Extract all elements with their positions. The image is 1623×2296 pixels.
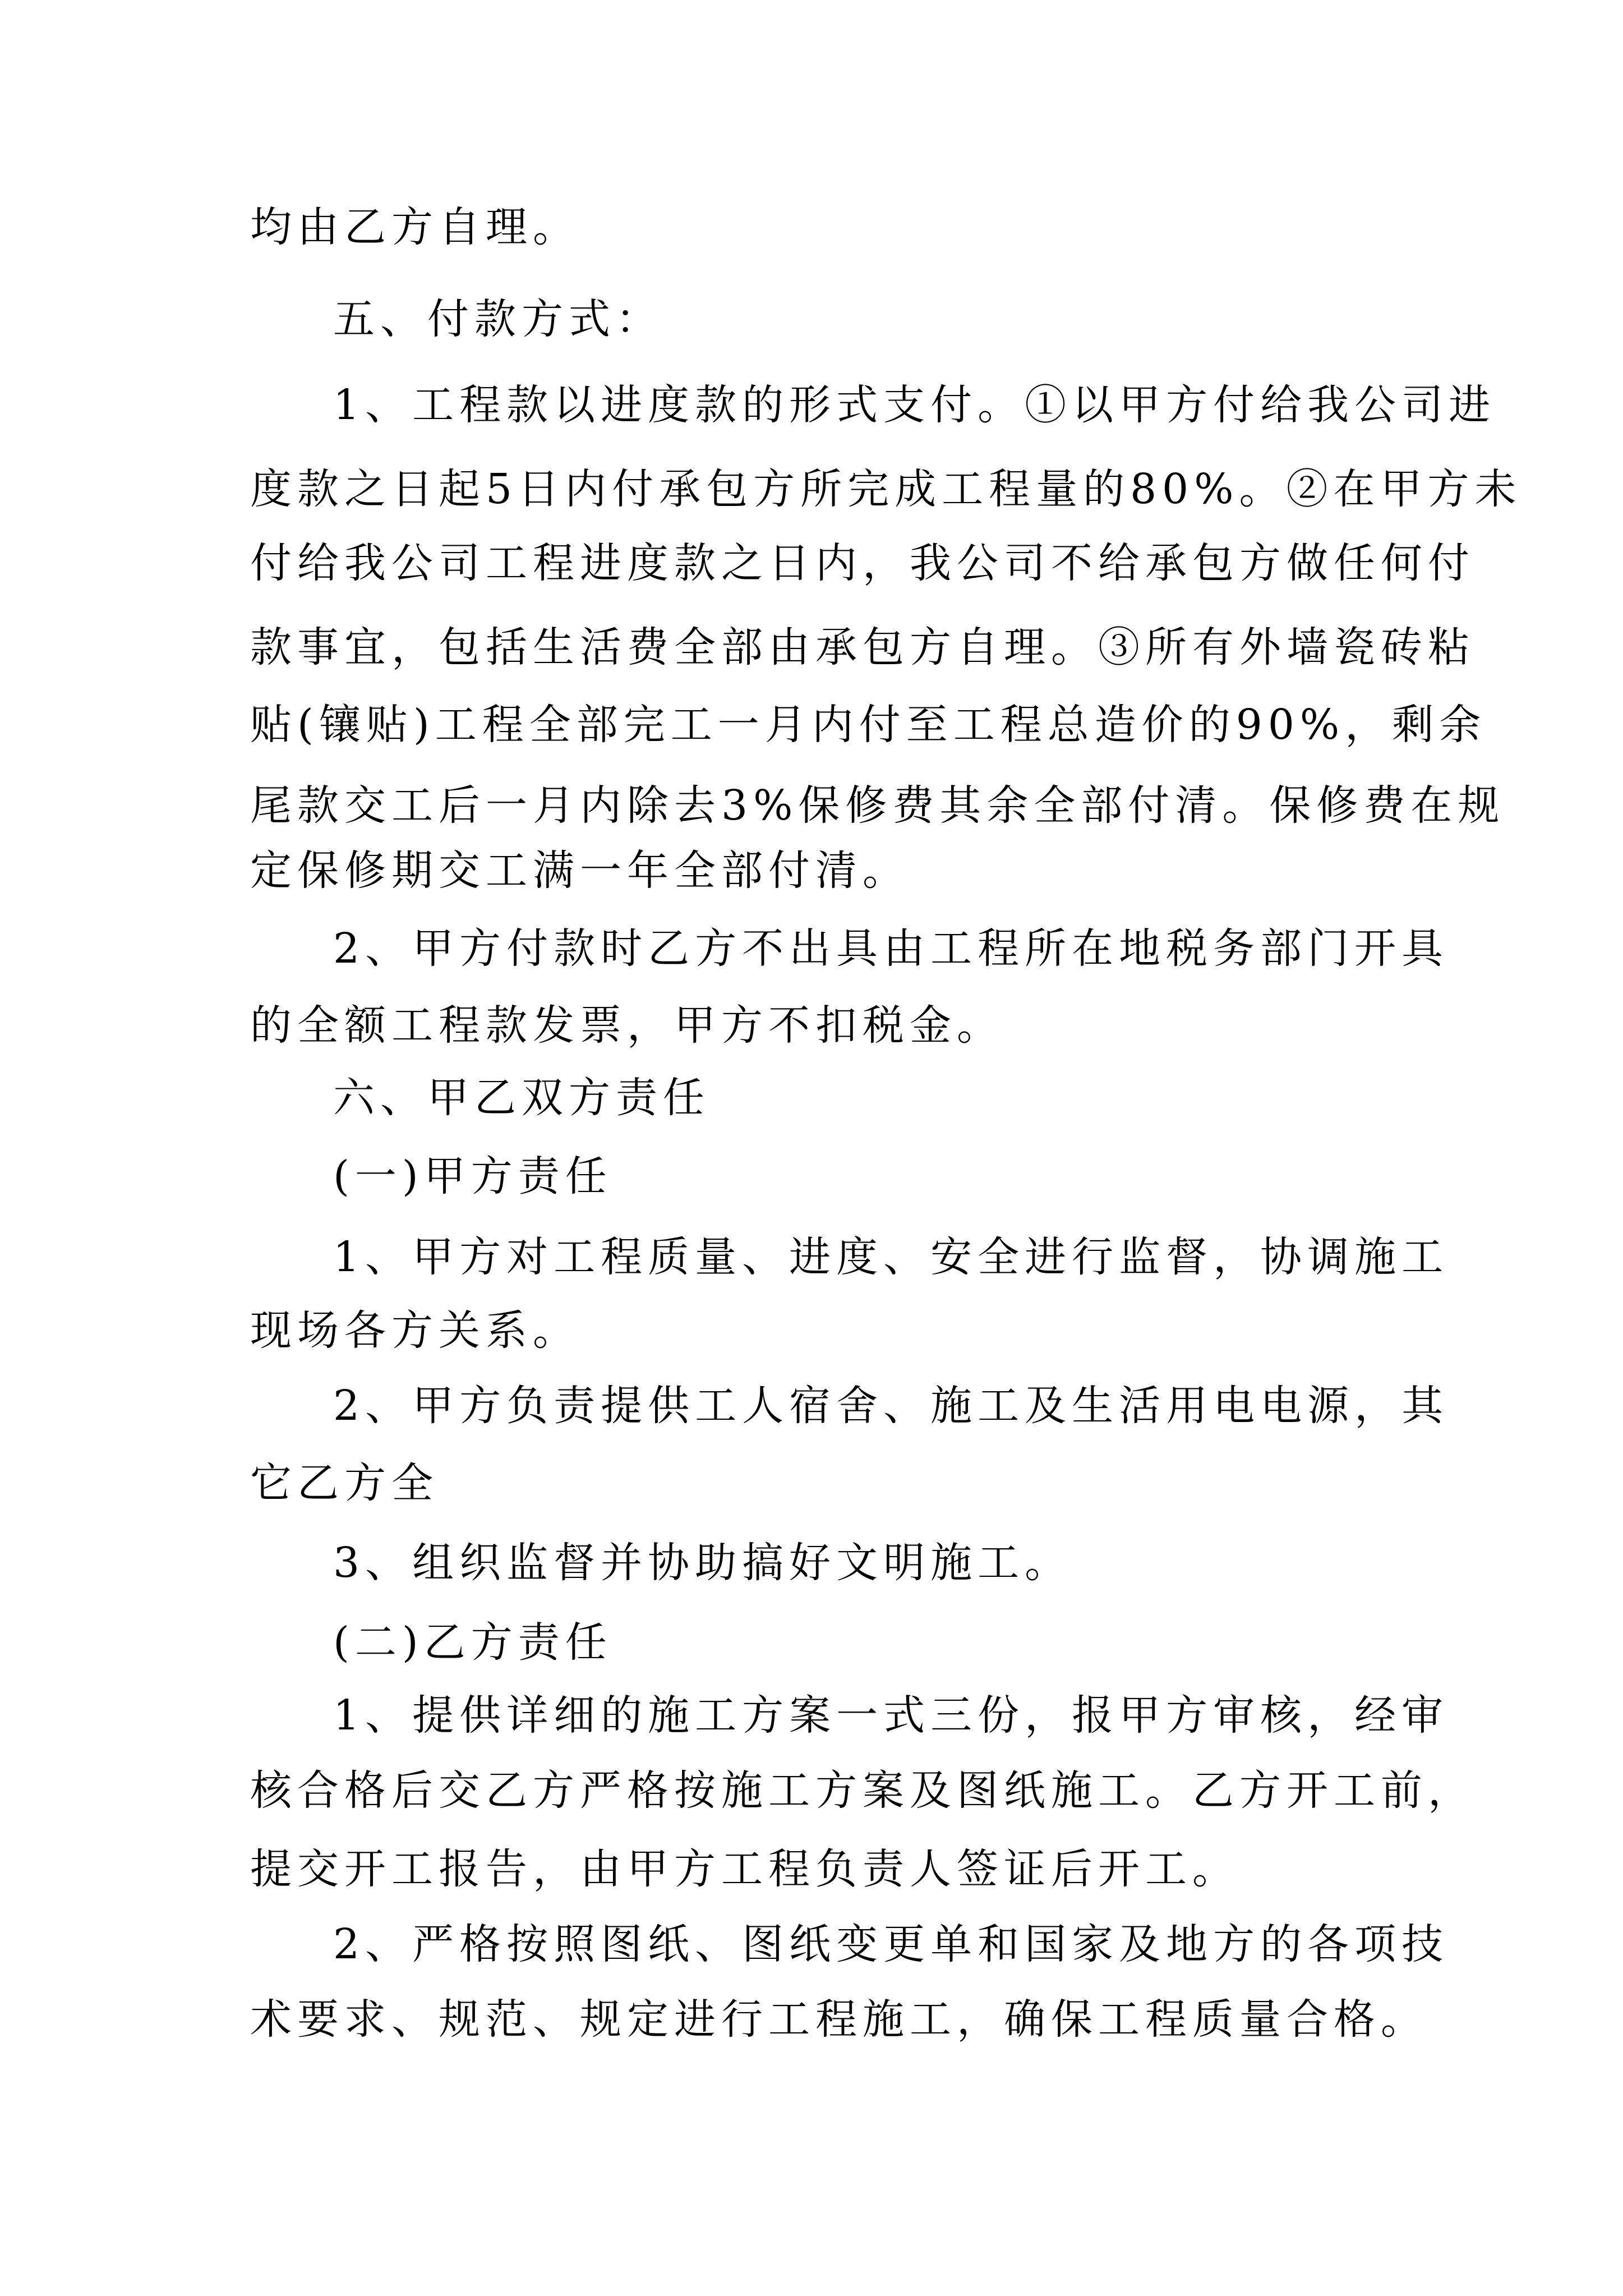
text-line: 1、工程款以进度款的形式支付。①以甲方付给我公司进 bbox=[333, 381, 1496, 429]
subsection-heading: (一)甲方责任 bbox=[333, 1152, 612, 1200]
text-line: 度款之日起5日内付承包方所完成工程量的80%。②在甲方未 bbox=[250, 465, 1522, 513]
section-heading: 五、付款方式： bbox=[333, 295, 663, 343]
text-line: 尾款交工后一月内除去3%保修费其余全部付清。保修费在规 bbox=[250, 781, 1505, 830]
section-heading: 六、甲乙双方责任 bbox=[333, 1074, 710, 1122]
text-line: 核合格后交乙方严格按施工方案及图纸施工。乙方开工前， bbox=[250, 1766, 1475, 1815]
text-line: 贴(镶贴)工程全部完工一月内付至工程总造价的90%，剩余 bbox=[250, 701, 1487, 749]
text-line: 定保修期交工满一年全部付清。 bbox=[250, 846, 910, 895]
text-line: 1、甲方对工程质量、进度、安全进行监督，协调施工 bbox=[333, 1233, 1449, 1281]
text-line: 3、组织监督并协助搞好文明施工。 bbox=[333, 1539, 1072, 1587]
text-line: 的全额工程款发票，甲方不扣税金。 bbox=[250, 1001, 1004, 1050]
text-line: 现场各方关系。 bbox=[250, 1306, 580, 1355]
subsection-heading: (二)乙方责任 bbox=[333, 1618, 612, 1667]
text-line: 它乙方全 bbox=[250, 1459, 439, 1507]
text-line: 款事宜，包括生活费全部由承包方自理。③所有外墙瓷砖粘 bbox=[250, 623, 1475, 671]
text-line: 2、严格按照图纸、图纸变更单和国家及地方的各项技 bbox=[333, 1920, 1449, 1968]
text-line: 提交开工报告，由甲方工程负责人签证后开工。 bbox=[250, 1845, 1239, 1893]
text-line: 术要求、规范、规定进行工程施工，确保工程质量合格。 bbox=[250, 1995, 1428, 2044]
text-line: 均由乙方自理。 bbox=[250, 203, 580, 251]
text-line: 2、甲方负责提供工人宿舍、施工及生活用电电源，其 bbox=[333, 1382, 1449, 1430]
text-line: 付给我公司工程进度款之日内，我公司不给承包方做任何付 bbox=[250, 539, 1475, 587]
text-line: 2、甲方付款时乙方不出具由工程所在地税务部门开具 bbox=[333, 924, 1449, 973]
text-line: 1、提供详细的施工方案一式三份，报甲方审核，经审 bbox=[333, 1691, 1449, 1740]
